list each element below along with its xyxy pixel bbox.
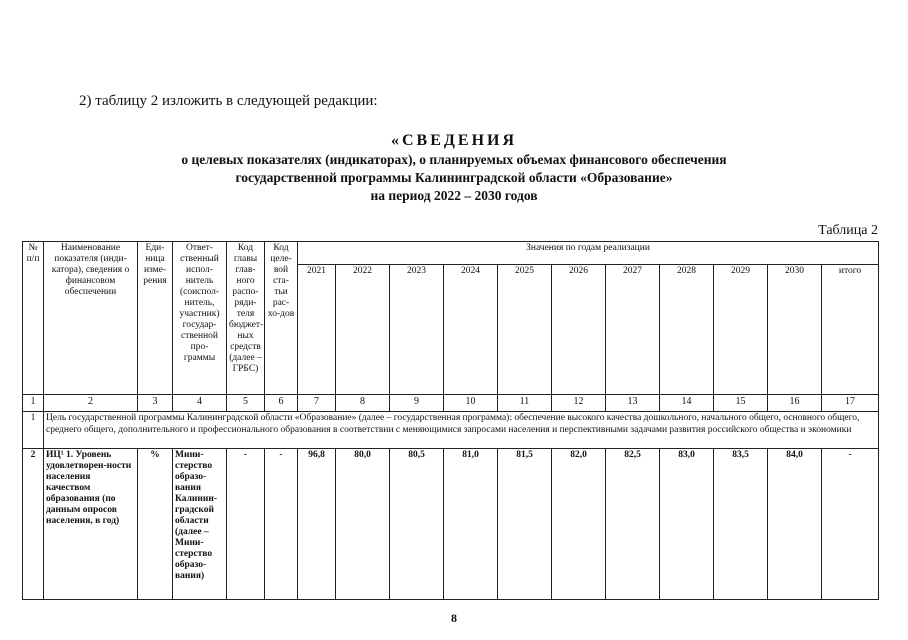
heading-line-4: на период 2022 – 2030 годов xyxy=(370,188,538,203)
heading-line-2: о целевых показателях (индикаторах), о планируемых объемах финансового обеспечения xyxy=(181,152,727,167)
header-year: 2027 xyxy=(606,265,660,395)
header-row-1 xyxy=(23,242,879,265)
column-number: 5 xyxy=(227,395,265,412)
column-number: 13 xyxy=(606,395,660,412)
page-number: 8 xyxy=(451,611,457,625)
header-year: 2028 xyxy=(660,265,714,395)
column-number: 1 xyxy=(23,395,44,412)
heading-title: «СВЕДЕНИЯ xyxy=(390,132,518,149)
indicator-value: 81,0 xyxy=(444,449,498,600)
indicator-value: 82,5 xyxy=(606,449,660,600)
indicator-value: 80,0 xyxy=(336,449,390,600)
column-number: 15 xyxy=(714,395,768,412)
indicator-value: 81,5 xyxy=(498,449,552,600)
header-total: итого xyxy=(822,265,879,395)
column-number: 6 xyxy=(265,395,298,412)
column-number: 9 xyxy=(390,395,444,412)
header-year: 2030 xyxy=(768,265,822,395)
indicator-num: 2 xyxy=(23,449,44,600)
header-unit: Еди-ница изме-рения xyxy=(138,242,173,395)
goal-row-text: Цель государственной программы Калининградской области «Образование» (далее – государственная программа): обеспечение высокого качества дошкольного, начального общего, основного общего, среднего общего, дополнительного и профессионального образования в соответствии с меняющимися запросами населения и перспективными задачами развития российского общества и экономики xyxy=(44,412,879,449)
indicator-value: 96,8 xyxy=(298,449,336,600)
header-name: Наименование показателя (инди-катора), сведения о финансовом обеспечении xyxy=(44,242,138,395)
indicator-name: ИЦ¹ 1. Уровень удовлетворен-ности населения качеством образования (по данным опросов населения, в год) xyxy=(44,449,138,600)
column-number: 14 xyxy=(660,395,714,412)
header-grbs: Код главы глав-ного распо-ряди-теля бюджет-ных средств (далее – ГРБС) xyxy=(227,242,265,395)
column-number-row xyxy=(23,395,879,412)
column-number: 16 xyxy=(768,395,822,412)
indicator-grbs: - xyxy=(227,449,265,600)
indicator-value: 83,5 xyxy=(714,449,768,600)
header-year: 2022 xyxy=(336,265,390,395)
column-number: 10 xyxy=(444,395,498,412)
indicator-value: 80,5 xyxy=(390,449,444,600)
indicator-unit: % xyxy=(138,449,173,600)
column-number: 12 xyxy=(552,395,606,412)
indicator-target-code: - xyxy=(265,449,298,600)
header-year: 2021 xyxy=(298,265,336,395)
column-number: 7 xyxy=(298,395,336,412)
goal-row xyxy=(23,412,879,449)
header-values-group: Значения по годам реализации xyxy=(298,242,879,265)
header-year: 2025 xyxy=(498,265,552,395)
header-num: № п/п xyxy=(23,242,44,395)
column-number: 8 xyxy=(336,395,390,412)
indicator-executor: Мини-стерство образо-вания Калинин-градской области (далее – Мини-стерство образо-вания) xyxy=(173,449,227,600)
header-year: 2029 xyxy=(714,265,768,395)
indicator-total: - xyxy=(822,449,879,600)
header-executor: Ответ-ственный испол-нитель (соиспол-нитель, участник) государ-ственной про-граммы xyxy=(173,242,227,395)
indicator-value: 82,0 xyxy=(552,449,606,600)
header-year: 2023 xyxy=(390,265,444,395)
column-number: 11 xyxy=(498,395,552,412)
intro-text: 2) таблицу 2 изложить в следующей редакции: xyxy=(79,93,378,109)
column-number: 4 xyxy=(173,395,227,412)
indicator-value: 84,0 xyxy=(768,449,822,600)
column-number: 3 xyxy=(138,395,173,412)
header-year: 2026 xyxy=(552,265,606,395)
header-year: 2024 xyxy=(444,265,498,395)
table-label: Таблица 2 xyxy=(818,223,878,238)
goal-row-num: 1 xyxy=(23,412,44,449)
indicator-value: 83,0 xyxy=(660,449,714,600)
indicator-row xyxy=(23,449,879,600)
column-number: 2 xyxy=(44,395,138,412)
indicators-table xyxy=(22,241,879,600)
header-target-code: Код целе-вой ста-тьи рас-хо-дов xyxy=(265,242,298,395)
column-number: 17 xyxy=(822,395,879,412)
heading-line-3: государственной программы Калининградской области «Образование» xyxy=(235,170,673,185)
